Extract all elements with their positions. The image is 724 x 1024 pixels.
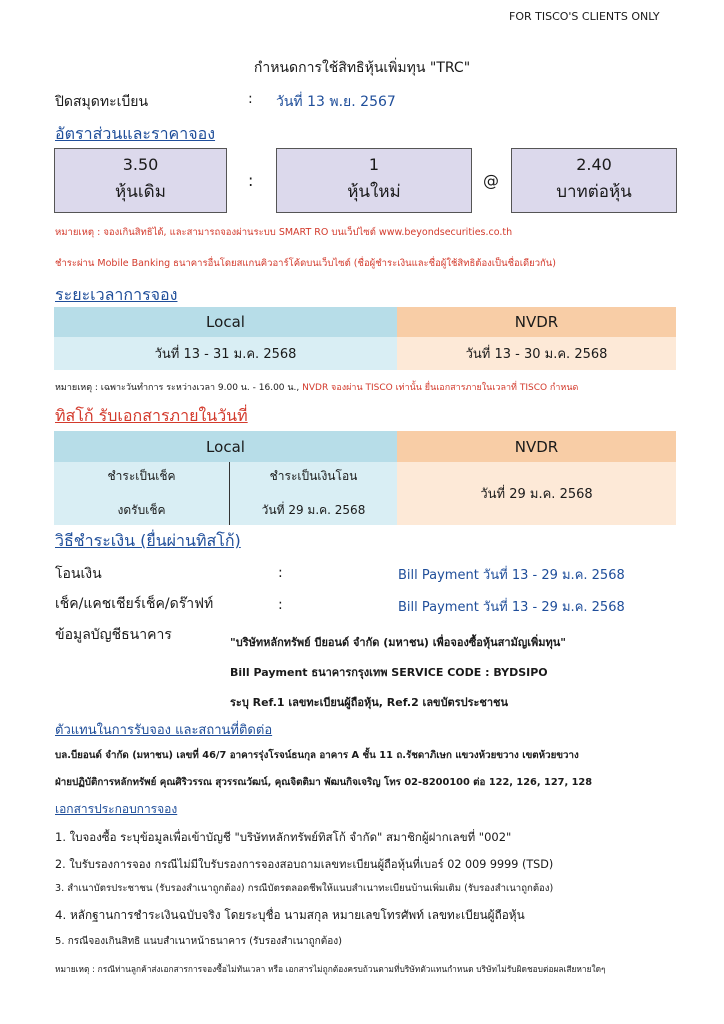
period-note-hours: หมายเหตุ : เฉพาะวันทำการ ระหว่างเวลา 9.00 น. - 16.00 น., bbox=[55, 383, 300, 393]
clients-only-label: FOR TISCO'S CLIENTS ONLY bbox=[509, 10, 660, 23]
tisco-nvdr-value: วันที่ 29 ม.ค. 2568 bbox=[397, 462, 676, 525]
price-box bbox=[511, 148, 677, 213]
documents-footer-note: หมายเหตุ : กรณีท่านลูกค้าส่งเอกสารการจองซื้อไม่ทันเวลา หรือ เอกสารไม่ถูกต้องครบถ้วนตามที่บริษัทตัวแทนกำหนด บริษัทไม่รับผิดชอบต่อผลเสียหายใดๆ bbox=[55, 964, 606, 974]
new-share-label: หุ้นใหม่ bbox=[347, 182, 401, 202]
tisco-nvdr-header: NVDR bbox=[397, 431, 676, 462]
bank-info-label: ข้อมูลบัญชีธนาคาร bbox=[55, 627, 172, 643]
document-item-2: 2. ใบรับรองการจอง กรณีไม่มีใบรับรองการจองสอบถามเลขทะเบียนผู้ถือหุ้นที่เบอร์ 02 009 9999 (TSD) bbox=[55, 858, 554, 871]
payment-cheque-label: เช็ค/แคชเชียร์เช็ค/ดร๊าฟท์ bbox=[55, 596, 214, 612]
book-closing-colon: : bbox=[248, 91, 253, 107]
new-share-value: 1 bbox=[368, 155, 380, 174]
page-title: กำหนดการใช้สิทธิหุ้นเพิ่มทุน "TRC" bbox=[253, 60, 471, 76]
book-closing-label: ปิดสมุดทะเบียน bbox=[55, 94, 149, 110]
period-local-date: วันที่ 13 - 31 ม.ค. 2568 bbox=[54, 337, 397, 370]
old-share-label: หุ้นเดิม bbox=[115, 182, 166, 202]
agent-heading: ตัวแทนในการรับจอง และสถานที่ติดต่อ bbox=[55, 723, 273, 738]
tisco-local-header: Local bbox=[54, 431, 397, 462]
payment-transfer-value: Bill Payment วันที่ 13 - 29 ม.ค. 2568 bbox=[398, 568, 625, 583]
note-oversubscribe: หมายเหตุ : จองเกินสิทธิได้, และสามารถจองผ่านระบบ SMART RO บนเว็ปไซต์ www.beyondsecurities.co.th bbox=[55, 227, 513, 238]
tisco-heading: ทิสโก้ รับเอกสารภายในวันที่ bbox=[55, 406, 248, 425]
agent-contact: ฝ่ายปฏิบัติการหลักทรัพย์ คุณศิริวรรณ สุวรรณวัฒน์, คุณจิตติมา พัฒนกิจเจริญ โทร 02-8200100 ต่อ 122, 126, 127, 128 bbox=[55, 777, 593, 788]
tisco-transfer-value: วันที่ 29 ม.ค. 2568 bbox=[261, 502, 366, 517]
ratio-heading: อัตราส่วนและราคาจอง bbox=[55, 124, 216, 143]
payment-cheque-colon: : bbox=[278, 597, 283, 613]
note-mobile-banking: ชำระผ่าน Mobile Banking ธนาคารอื่นโดยสแกนคิวอาร์โค้ดบนเว็บไซต์ (ชื่อผู้ชำระเงินและชื่อผู้ใช้สิทธิต้องเป็นชื่อเดียวกัน) bbox=[55, 258, 557, 269]
price-label: บาทต่อหุ้น bbox=[556, 182, 632, 202]
tisco-transfer-label: ชำระเป็นเงินโอน bbox=[269, 468, 358, 483]
price-value: 2.40 bbox=[576, 155, 612, 174]
period-nvdr-date: วันที่ 13 - 30 ม.ค. 2568 bbox=[397, 337, 676, 370]
old-share-box bbox=[54, 148, 227, 213]
bank-service-code: Bill Payment ธนาคารกรุงเทพ SERVICE CODE : BYDSIPO bbox=[230, 666, 548, 679]
agent-address: บล.บียอนด์ จำกัด (มหาชน) เลขที่ 46/7 อาคารรุ่งโรจน์ธนกุล อาคาร A ชั้น 11 ถ.รัชดาภิเษก แขวงห้วยขวาง เขตห้วยขวาง bbox=[55, 750, 579, 761]
at-symbol: @ bbox=[483, 171, 499, 190]
payment-heading: วิธีชำระเงิน (ยื่นผ่านทิสโก้) bbox=[55, 531, 241, 550]
document-item-5: 5. กรณีจองเกินสิทธิ แนบสำเนาหน้าธนาคาร (รับรองสำเนาถูกต้อง) bbox=[55, 936, 342, 947]
bank-reference-info: ระบุ Ref.1 เลขทะเบียนผู้ถือหุ้น, Ref.2 เลขบัตรประชาชน bbox=[230, 696, 509, 709]
new-share-box bbox=[276, 148, 472, 213]
period-nvdr-header: NVDR bbox=[397, 307, 676, 337]
document-item-1: 1. ใบจองซื้อ ระบุข้อมูลเพื่อเข้าบัญชี "บริษัทหลักทรัพย์ทิสโก้ จำกัด" สมาชิกผู้ฝากเลขที่ "002" bbox=[55, 830, 512, 844]
payment-transfer-colon: : bbox=[278, 565, 283, 581]
period-heading: ระยะเวลาการจอง bbox=[55, 285, 178, 304]
tisco-cheque-value: งดรับเช็ค bbox=[117, 502, 166, 517]
old-share-value: 3.50 bbox=[122, 155, 159, 174]
period-note-nvdr: NVDR จองผ่าน TISCO เท่านั้น ยื่นเอกสารภายในเวลาที่ TISCO กำหนด bbox=[299, 383, 579, 393]
document-item-3: 3. สำเนาบัตรประชาชน (รับรองสำเนาถูกต้อง) กรณีบัตรตลอดชีพให้แนบสำเนาทะเบียนบ้านเพิ่มเติม (รับรองสำเนาถูกต้อง) bbox=[55, 883, 554, 894]
bank-account-name: "บริษัทหลักทรัพย์ บียอนด์ จำกัด (มหาชน) เพื่อจองซื้อหุ้นสามัญเพิ่มทุน" bbox=[230, 636, 566, 649]
period-note bbox=[55, 380, 578, 394]
documents-heading: เอกสารประกอบการจอง bbox=[55, 802, 178, 816]
document-item-4: 4. หลักฐานการชำระเงินฉบับจริง โดยระบุชื่อ นามสกุล หมายเลขโทรศัพท์ เลขทะเบียนผู้ถือหุ้น bbox=[55, 908, 525, 922]
period-local-header: Local bbox=[54, 307, 397, 337]
payment-cheque-value: Bill Payment วันที่ 13 - 29 ม.ค. 2568 bbox=[398, 600, 625, 615]
ratio-colon: : bbox=[248, 171, 254, 190]
book-closing-date: วันที่ 13 พ.ย. 2567 bbox=[276, 94, 396, 110]
tisco-cheque-label: ชำระเป็นเช็ค bbox=[107, 468, 176, 483]
payment-transfer-label: โอนเงิน bbox=[55, 566, 102, 582]
